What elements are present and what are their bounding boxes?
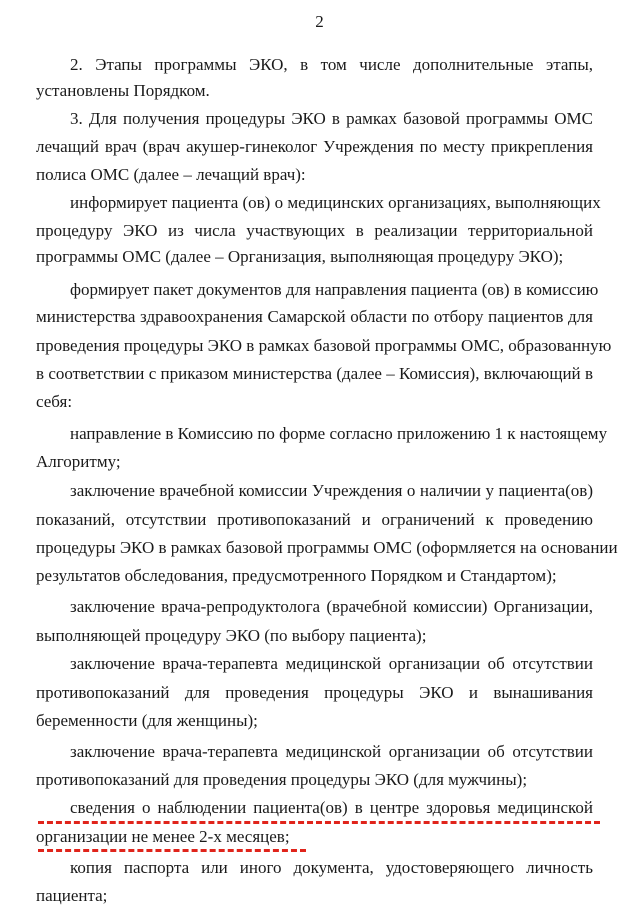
text-line: установлены Порядком. (36, 81, 210, 100)
text-line: пациента; (36, 886, 108, 905)
text-line: противопоказаний для проведения процедуры ЭКО (для мужчины); (36, 770, 528, 789)
text-line: 2. Этапы программы ЭКО, в том числе дополнительные этапы, (70, 55, 593, 74)
text-line: проведения процедуры ЭКО в рамках базовой программы ОМС, образованную (36, 336, 612, 355)
text-line: 3. Для получения процедуры ЭКО в рамках базовой программы ОМС (70, 109, 593, 128)
text-line: результатов обследования, предусмотренного Порядком и Стандартом); (36, 566, 557, 585)
text-line: заключение врача-терапевта медицинской организации об отсутствии (70, 742, 593, 761)
text-line: формирует пакет документов для направления пациента (ов) в комиссию (70, 280, 599, 299)
text-line: информирует пациента (ов) о медицинских организациях, выполняющих (70, 193, 601, 212)
text-line: себя: (36, 392, 73, 411)
text-line: выполняющей процедуру ЭКО (по выбору пациента); (36, 626, 427, 645)
text-line: полиса ОМС (далее – лечащий врач): (36, 165, 306, 184)
text-line: заключение врача-терапевта медицинской организации об отсутствии (70, 654, 593, 673)
page-number: 2 (315, 12, 324, 31)
highlighted-text-line: сведения о наблюдении пациента(ов) в центре здоровья медицинской (70, 798, 593, 817)
text-line: заключение врачебной комиссии Учреждения о наличии у пациента(ов) (70, 481, 593, 500)
text-line: заключение врача-репродуктолога (врачебной комиссии) Организации, (70, 597, 593, 616)
text-line: противопоказаний для проведения процедуры ЭКО и вынашивания (36, 683, 593, 702)
highlighted-text-line: организации не менее 2-х месяцев; (36, 827, 290, 846)
text-line: показаний, отсутствии противопоказаний и ограничений к проведению (36, 510, 593, 529)
text-line: процедуры ЭКО в рамках базовой программы ОМС (оформляется на основании (36, 538, 618, 557)
text-line: Алгоритму; (36, 452, 121, 471)
text-line: направление в Комиссию по форме согласно приложению 1 к настоящему (70, 424, 608, 443)
text-line: программы ОМС (далее – Организация, выполняющая процедуру ЭКО); (36, 247, 564, 266)
text-line: министерства здравоохранения Самарской области по отбору пациентов для (36, 307, 593, 326)
text-line: копия паспорта или иного документа, удостоверяющего личность (70, 858, 593, 877)
red-underline-mark (38, 849, 306, 852)
text-line: лечащий врач (врач акушер-гинеколог Учреждения по месту прикрепления (36, 137, 593, 156)
text-line: беременности (для женщины); (36, 711, 258, 730)
text-line: процедуру ЭКО из числа участвующих в реализации территориальной (36, 221, 593, 240)
text-line: в соответствии с приказом министерства (далее – Комиссия), включающий в (36, 364, 593, 383)
